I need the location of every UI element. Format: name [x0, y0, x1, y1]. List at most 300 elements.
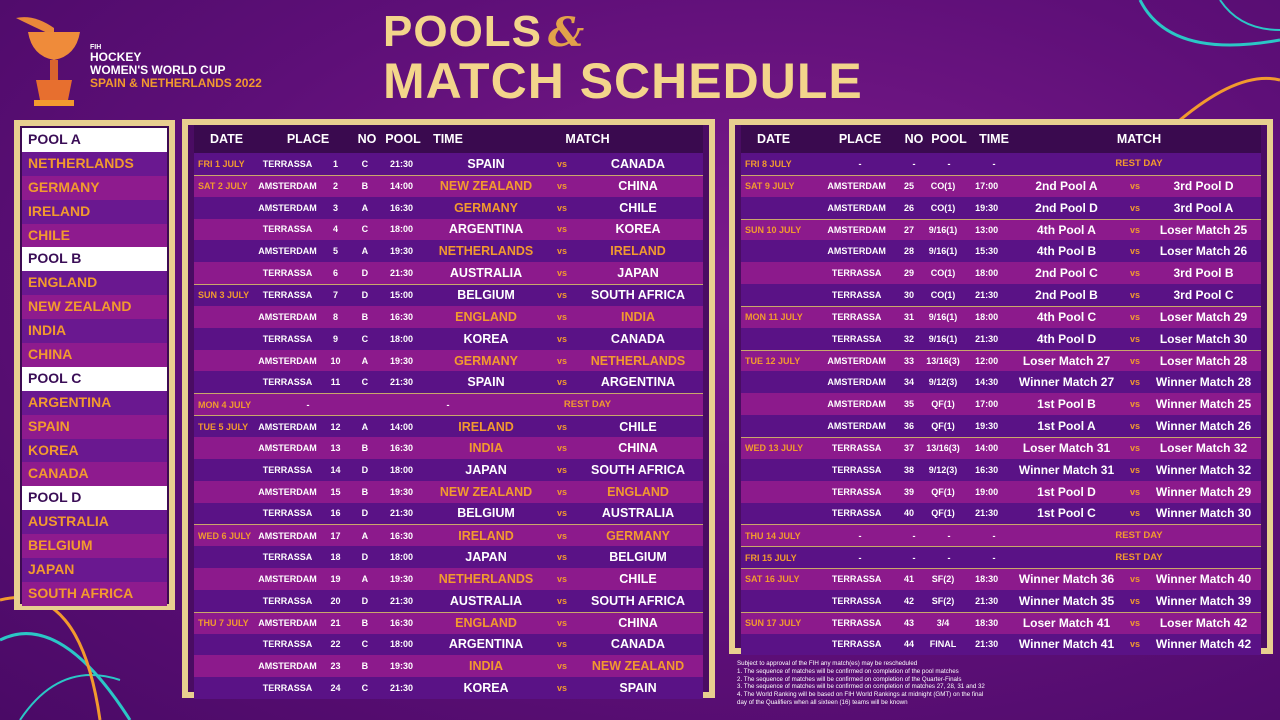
cell-no: 42: [904, 595, 915, 606]
table-row: [741, 328, 1261, 350]
vs-label: vs: [557, 224, 568, 235]
away-team: Winner Match 39: [1155, 593, 1252, 608]
away-team: GERMANY: [606, 528, 670, 543]
table-row: [741, 634, 1261, 656]
cell-place: AMSTERDAM: [827, 181, 886, 192]
cell-time: 19:30: [975, 421, 999, 432]
cell-no: 27: [904, 224, 915, 235]
footnote-line: 1. The sequence of matches will be confirmed on completion of the pool matches: [737, 667, 959, 675]
cell-time: 21:30: [389, 158, 413, 169]
cell-no: -: [912, 530, 916, 541]
cell-no: 9: [333, 333, 339, 344]
cell-match: [421, 266, 703, 280]
cell-no: 13: [330, 442, 341, 453]
cell-pool: B: [361, 486, 369, 497]
away-team: Loser Match 28: [1159, 354, 1248, 369]
vs-label: vs: [557, 246, 568, 257]
cell-pool: 3/4: [936, 618, 950, 629]
pool-team: NEW ZEALAND: [22, 295, 167, 319]
away-team: 3rd Pool A: [1173, 200, 1234, 215]
cell-pool: 13/16(3): [926, 356, 960, 367]
cell-place: TERRASSA: [831, 486, 882, 497]
header-no: NO: [904, 132, 924, 146]
cell-pool: 9/12(3): [928, 464, 958, 475]
cell-pool: C: [361, 683, 369, 694]
vs-label: vs: [557, 442, 568, 453]
table-row: [741, 175, 1261, 197]
table-row: [741, 153, 1261, 175]
cell-time: 18:00: [389, 639, 413, 650]
cell-date: SAT 16 JULY: [745, 574, 800, 585]
cell-match: [421, 506, 703, 520]
table-row: [194, 262, 703, 284]
cell-place: TERRASSA: [831, 268, 882, 279]
cell-time: -: [446, 399, 450, 410]
cell-no: 5: [333, 246, 339, 257]
cell-date: FRI 15 JULY: [745, 552, 797, 563]
home-team: 2nd Pool A: [1035, 179, 1098, 194]
cell-match: [1009, 179, 1261, 193]
cell-no: 32: [904, 333, 915, 344]
table-row: [194, 546, 703, 568]
home-team: KOREA: [463, 331, 509, 346]
cell-place: AMSTERDAM: [827, 377, 886, 388]
cell-no: 41: [904, 574, 915, 585]
cell-pool: FINAL: [929, 639, 957, 650]
schedule-header: [194, 125, 703, 153]
home-team: Winner Match 35: [1018, 593, 1115, 608]
home-team: NEW ZEALAND: [439, 179, 533, 194]
pool-team: CHINA: [22, 343, 167, 367]
cell-match: [1009, 201, 1261, 215]
cell-match: [421, 354, 703, 368]
home-team: Loser Match 31: [1022, 441, 1111, 456]
cell-date: SUN 3 JULY: [198, 290, 250, 301]
vs-label: vs: [557, 202, 568, 213]
cell-time: 21:30: [389, 268, 413, 279]
vs-label: vs: [1129, 574, 1140, 585]
cell-date: TUE 5 JULY: [198, 421, 249, 432]
cell-place: TERRASSA: [831, 595, 882, 606]
cell-no: 12: [330, 421, 341, 432]
footnote-line: Subject to approval of the FIH any match(es) may be rescheduled: [737, 660, 918, 667]
table-row: [194, 415, 703, 437]
cell-place: TERRASSA: [262, 158, 313, 169]
cell-time: 14:00: [389, 421, 413, 432]
cell-time: 14:00: [975, 443, 999, 454]
footnote-line: 2. The sequence of matches will be confirmed on completion of the Quarter-Finals: [737, 675, 962, 683]
header-pool: POOL: [931, 132, 967, 146]
cell-pool: B: [361, 442, 369, 453]
away-team: Winner Match 30: [1155, 506, 1252, 521]
cell-no: 43: [904, 618, 915, 629]
home-team: INDIA: [469, 440, 504, 455]
pool-team: BELGIUM: [22, 534, 167, 558]
cell-no: 40: [904, 508, 915, 519]
cell-place: TERRASSA: [831, 464, 882, 475]
header-time: TIME: [979, 132, 1009, 146]
vs-label: vs: [557, 552, 568, 563]
table-row: [194, 284, 703, 306]
away-team: ARGENTINA: [600, 375, 676, 390]
cell-no: 28: [904, 246, 915, 257]
cell-time: 18:00: [389, 552, 413, 563]
home-team: INDIA: [469, 659, 504, 674]
vs-label: vs: [1129, 312, 1140, 323]
cell-time: 21:30: [975, 595, 999, 606]
pool-team: ARGENTINA: [22, 391, 167, 415]
vs-label: vs: [1129, 268, 1140, 279]
cell-pool: D: [361, 464, 369, 475]
cell-pool: QF(1): [931, 399, 955, 410]
brand-fih: FIH: [90, 44, 102, 51]
cell-time: 18:30: [975, 618, 999, 629]
cell-match: [421, 529, 703, 543]
vs-label: vs: [1129, 421, 1140, 432]
cell-match: [421, 157, 703, 171]
cell-time: 19:30: [389, 486, 413, 497]
cell-time: 18:00: [389, 224, 413, 235]
table-row: [741, 306, 1261, 328]
cell-no: 44: [904, 639, 915, 650]
table-row: [741, 503, 1261, 525]
cell-match: [1009, 463, 1261, 477]
cell-pool: D: [361, 552, 369, 563]
cell-pool: 13/16(3): [926, 443, 960, 454]
cell-time: 18:00: [389, 464, 413, 475]
cell-no: 7: [333, 290, 339, 301]
home-team: Winner Match 41: [1018, 637, 1115, 652]
cell-no: 17: [330, 530, 341, 541]
cell-time: 14:00: [389, 181, 413, 192]
cell-date: FRI 1 JULY: [198, 158, 245, 169]
cell-time: 18:30: [975, 574, 999, 585]
cell-place: TERRASSA: [262, 377, 313, 388]
cell-date: THU 14 JULY: [745, 530, 801, 541]
pool-team: GERMANY: [22, 176, 167, 200]
vs-label: vs: [1129, 486, 1140, 497]
cell-match: [1009, 594, 1261, 608]
cell-place: AMSTERDAM: [827, 246, 886, 257]
home-team: NEW ZEALAND: [439, 484, 533, 499]
cell-match: [1009, 332, 1261, 346]
table-row: [194, 612, 703, 634]
away-team: CHINA: [618, 440, 658, 455]
away-team: CHILE: [619, 200, 657, 215]
table-row: [741, 240, 1261, 262]
vs-label: vs: [1129, 289, 1140, 300]
table-row: [741, 459, 1261, 481]
cell-pool: -: [947, 552, 951, 563]
cell-date: WED 6 JULY: [198, 530, 252, 541]
cell-pool: B: [361, 618, 369, 629]
cell-pool: QF(1): [931, 486, 955, 497]
away-team: Loser Match 42: [1159, 616, 1248, 631]
cell-pool: 9/16(1): [928, 312, 958, 323]
title-line1: POOLS: [383, 7, 543, 56]
table-row: [194, 219, 703, 241]
home-team: NETHERLANDS: [438, 244, 534, 259]
cell-time: -: [992, 530, 996, 541]
cell-pool: SF(2): [931, 595, 955, 606]
table-row: [194, 590, 703, 612]
cell-pool: B: [361, 181, 369, 192]
cell-match: [421, 616, 703, 630]
cell-match: [1009, 266, 1261, 280]
vs-label: vs: [1129, 639, 1140, 650]
trophy-icon: [14, 8, 94, 110]
cell-time: 17:00: [975, 399, 999, 410]
cell-date: SAT 2 JULY: [198, 181, 248, 192]
cell-time: 16:30: [975, 464, 999, 475]
home-team: Loser Match 41: [1022, 616, 1111, 631]
cell-match: [1009, 288, 1261, 302]
away-team: Loser Match 25: [1159, 222, 1248, 237]
away-team: Winner Match 32: [1155, 462, 1252, 477]
header-time: TIME: [433, 132, 463, 146]
cell-place: AMSTERDAM: [827, 202, 886, 213]
cell-date: SUN 17 JULY: [745, 618, 802, 629]
table-row: [741, 546, 1261, 568]
footnotes: [737, 660, 1057, 707]
pool-heading: POOL C: [22, 367, 167, 391]
table-row: [194, 306, 703, 328]
cell-no: 14: [330, 464, 341, 475]
home-team: 4th Pool C: [1036, 310, 1097, 325]
away-team: CANADA: [610, 637, 666, 652]
vs-label: vs: [1129, 246, 1140, 257]
cell-place: TERRASSA: [262, 464, 313, 475]
cell-pool: SF(2): [931, 574, 955, 585]
rest-day-label: REST DAY: [1115, 530, 1163, 542]
cell-pool: 9/12(3): [928, 377, 958, 388]
cell-match: [1009, 223, 1261, 237]
pool-team: INDIA: [22, 319, 167, 343]
vs-label: vs: [1129, 181, 1140, 192]
home-team: 2nd Pool B: [1035, 287, 1098, 302]
cell-time: 19:30: [389, 661, 413, 672]
home-team: 2nd Pool C: [1035, 266, 1098, 281]
cell-match: [421, 310, 703, 324]
home-team: KOREA: [463, 681, 509, 696]
cell-pool: D: [361, 268, 369, 279]
vs-label: vs: [557, 268, 568, 279]
cell-match: [1017, 530, 1261, 541]
home-team: AUSTRALIA: [449, 593, 523, 608]
table-row: [194, 328, 703, 350]
table-row: [741, 612, 1261, 634]
cell-pool: A: [361, 530, 369, 541]
cell-match: [421, 288, 703, 302]
cell-no: 2: [333, 181, 339, 192]
away-team: CHILE: [619, 419, 657, 434]
table-row: [741, 481, 1261, 503]
cell-pool: C: [361, 333, 369, 344]
cell-place: -: [306, 399, 310, 410]
cell-match: [1009, 354, 1261, 368]
pool-team: NETHERLANDS: [22, 152, 167, 176]
cell-place: -: [858, 552, 862, 563]
cell-pool: QF(1): [931, 508, 955, 519]
cell-no: 30: [904, 289, 915, 300]
vs-label: vs: [557, 311, 568, 322]
header-date: DATE: [210, 132, 244, 146]
home-team: SPAIN: [467, 375, 505, 390]
home-team: IRELAND: [458, 528, 514, 543]
cell-match: [1009, 637, 1261, 651]
cell-match: [1009, 244, 1261, 258]
vs-label: vs: [557, 464, 568, 475]
home-team: ENGLAND: [455, 616, 517, 631]
rest-day-label: REST DAY: [1115, 158, 1163, 170]
home-team: Winner Match 27: [1018, 375, 1115, 390]
cell-place: AMSTERDAM: [258, 355, 317, 366]
cell-place: TERRASSA: [262, 683, 313, 694]
header-date: DATE: [757, 132, 791, 146]
brand-block: [90, 44, 262, 89]
table-row: [741, 219, 1261, 241]
cell-pool: A: [361, 202, 369, 213]
header-no: NO: [357, 132, 377, 146]
cell-time: 21:30: [389, 377, 413, 388]
home-team: ARGENTINA: [448, 637, 524, 652]
cell-match: [1009, 397, 1261, 411]
cell-match: [1009, 310, 1261, 324]
table-row: [194, 568, 703, 590]
header-place: PLACE: [286, 132, 330, 146]
away-team: BELGIUM: [609, 550, 667, 565]
table-row: [741, 284, 1261, 306]
cell-place: AMSTERDAM: [827, 224, 886, 235]
table-row: [741, 415, 1261, 437]
away-team: Winner Match 28: [1155, 375, 1252, 390]
cell-pool: B: [361, 311, 369, 322]
cell-place: TERRASSA: [831, 443, 882, 454]
cell-place: AMSTERDAM: [258, 618, 317, 629]
away-team: NETHERLANDS: [590, 353, 686, 368]
cell-match: [421, 420, 703, 434]
pool-team: CANADA: [22, 462, 167, 486]
cell-match: [1017, 552, 1261, 563]
cell-match: [421, 441, 703, 455]
pool-heading: POOL A: [22, 128, 167, 152]
cell-match: [421, 550, 703, 564]
cell-pool: -: [947, 158, 951, 169]
cell-match: [1009, 485, 1261, 499]
cell-no: 29: [904, 268, 915, 279]
cell-pool: 9/16(1): [928, 333, 958, 344]
away-team: Loser Match 32: [1159, 441, 1248, 456]
cell-date: TUE 12 JULY: [745, 356, 801, 367]
away-team: CHINA: [618, 616, 658, 631]
rest-day-label: REST DAY: [563, 399, 612, 411]
cell-match: [1009, 572, 1261, 586]
cell-pool: D: [361, 508, 369, 519]
cell-match: [421, 681, 703, 695]
table-row: [741, 371, 1261, 393]
cell-no: 23: [330, 661, 341, 672]
cell-no: 19: [330, 573, 341, 584]
table-row: [194, 197, 703, 219]
cell-time: 18:00: [975, 312, 999, 323]
cell-match: [421, 222, 703, 236]
away-team: NEW ZEALAND: [591, 659, 685, 674]
cell-pool: C: [361, 639, 369, 650]
cell-time: 21:30: [975, 289, 999, 300]
cell-time: 19:30: [975, 202, 999, 213]
cell-place: TERRASSA: [262, 290, 313, 301]
header-match: MATCH: [565, 132, 610, 146]
table-row: [194, 634, 703, 656]
table-row: [194, 459, 703, 481]
home-team: 1st Pool D: [1037, 484, 1096, 499]
cell-time: 16:30: [389, 202, 413, 213]
cell-time: 16:30: [389, 530, 413, 541]
table-row: [741, 590, 1261, 612]
cell-no: 6: [333, 268, 339, 279]
away-team: SOUTH AFRICA: [591, 593, 685, 608]
cell-time: 15:00: [389, 290, 413, 301]
cell-no: 10: [330, 355, 341, 366]
vs-label: vs: [1129, 377, 1140, 388]
cell-pool: CO(1): [930, 268, 956, 279]
table-row: [194, 175, 703, 197]
cell-match: [1009, 419, 1261, 433]
home-team: NETHERLANDS: [438, 571, 534, 586]
away-team: CHINA: [618, 179, 658, 194]
vs-label: vs: [557, 158, 568, 169]
schedule-panel-1: [182, 119, 715, 698]
title-line2: MATCH SCHEDULE: [383, 53, 863, 109]
page-title: [383, 7, 863, 109]
vs-label: vs: [557, 421, 568, 432]
cell-time: -: [992, 158, 996, 169]
cell-place: AMSTERDAM: [827, 399, 886, 410]
cell-pool: B: [361, 661, 369, 672]
away-team: 3rd Pool D: [1173, 179, 1234, 194]
cell-no: 25: [904, 181, 915, 192]
cell-time: 18:00: [389, 333, 413, 344]
cell-date: THU 7 JULY: [198, 618, 249, 629]
home-team: GERMANY: [454, 200, 518, 215]
cell-no: 18: [330, 552, 341, 563]
vs-label: vs: [1129, 443, 1140, 454]
cell-no: 4: [333, 224, 339, 235]
vs-label: vs: [557, 683, 568, 694]
table-row: [741, 393, 1261, 415]
away-team: SOUTH AFRICA: [591, 462, 685, 477]
cell-match: [421, 463, 703, 477]
cell-pool: D: [361, 290, 369, 301]
vs-label: vs: [557, 181, 568, 192]
cell-no: 22: [330, 639, 341, 650]
away-team: JAPAN: [617, 266, 659, 281]
cell-time: 16:30: [389, 442, 413, 453]
home-team: SPAIN: [467, 156, 505, 171]
away-team: CHILE: [619, 571, 657, 586]
cell-place: TERRASSA: [262, 639, 313, 650]
vs-label: vs: [1129, 333, 1140, 344]
cell-place: TERRASSA: [831, 508, 882, 519]
cell-no: 38: [904, 464, 915, 475]
away-team: Winner Match 25: [1155, 397, 1252, 412]
home-team: 1st Pool A: [1037, 419, 1096, 434]
vs-label: vs: [1129, 202, 1140, 213]
pool-team: CHILE: [22, 224, 167, 248]
table-row: [194, 677, 703, 699]
table-row: [741, 437, 1261, 459]
cell-time: 13:00: [975, 224, 999, 235]
